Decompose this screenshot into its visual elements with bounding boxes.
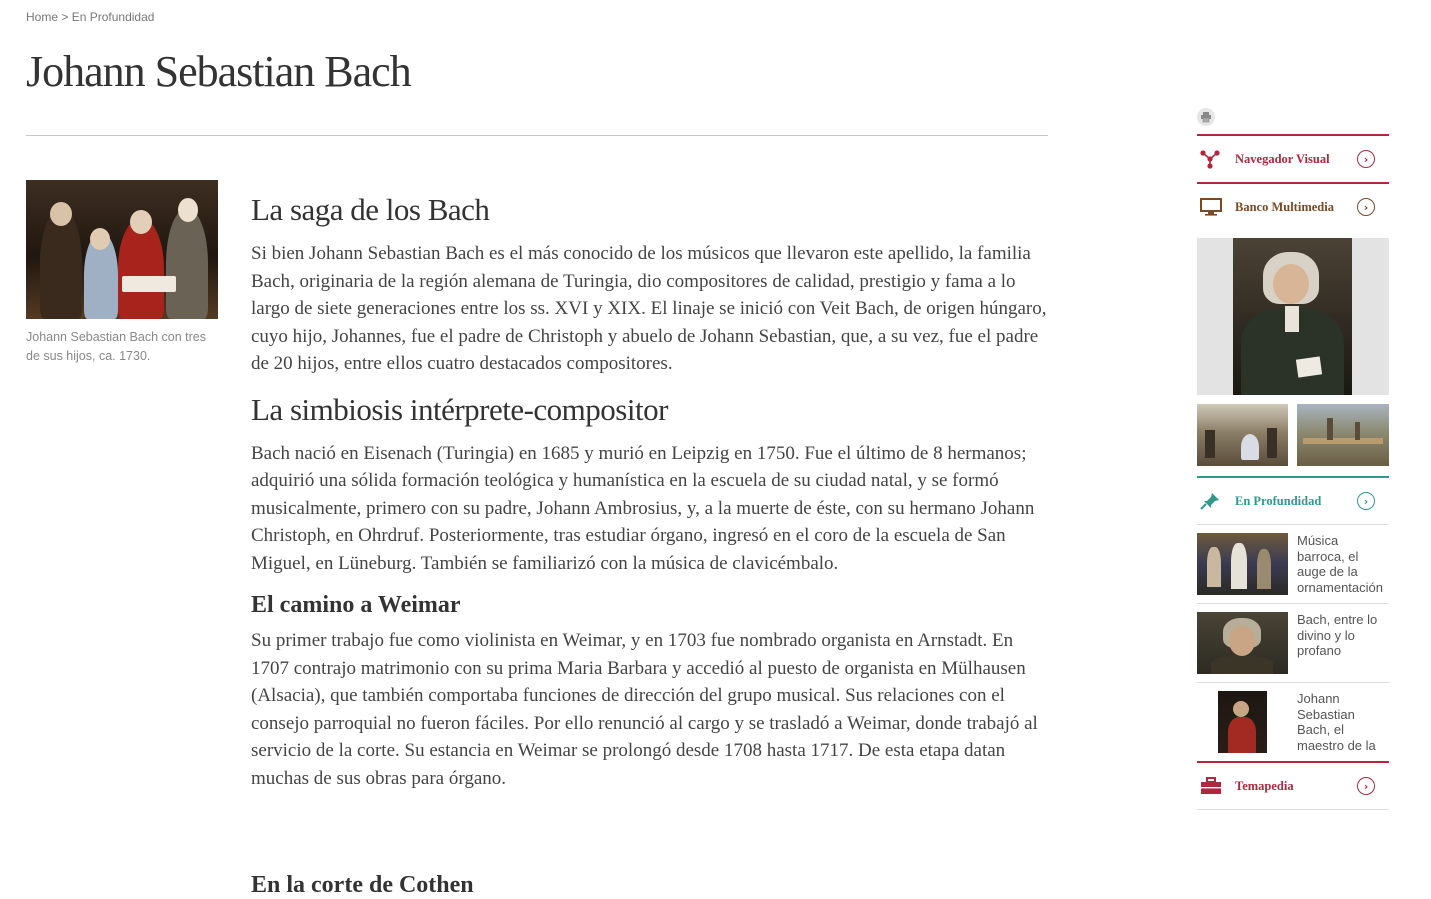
breadcrumb-home-link[interactable]: Home [26,10,59,24]
sidebar-divider [1197,809,1389,810]
breadcrumb-separator: > [61,10,69,24]
en-profundidad-label: En Profundidad [1235,493,1322,508]
print-button[interactable] [1197,108,1215,126]
related-item-title: Bach, entre lo divino y lo profano [1297,612,1378,659]
navegador-visual-link[interactable] [1197,134,1389,182]
related-item[interactable] [1197,603,1389,682]
section-heading-weimar: El camino a Weimar [251,592,461,618]
briefcase-icon [1199,774,1227,798]
article-figure [26,180,218,366]
related-item-title: Música barroca, el auge de la ornamentación [1297,533,1383,595]
section-paragraph-weimar: Su primer trabajo fue como violinista en Weimar, y en 1703 fue nombrado organista en Arnstadt. En 1707 contrajo matrimonio con su prima Maria Barbara y accedió al puesto de organista en Mülhausen (Alsacia), que también comportaba funciones de dirección del grupo musical. Sus relaciones con el consejo parroquial no fueron fáciles. Por ello renunció al cargo y se trasladó a Weimar, donde trabajó al servicio de la corte. Su estancia en Weimar se prolongó desde 1708 hasta 1717. De esta etapa datan muchas de sus obras para órgano. [251,630,1038,789]
monitor-icon [1199,195,1227,219]
pushpin-icon [1199,489,1227,513]
bach-maestro-thumbnail [1197,691,1288,753]
breadcrumb-current-link[interactable]: En Profundidad [71,10,155,24]
network-nodes-icon [1199,147,1227,171]
related-item[interactable] [1197,682,1389,761]
temapedia-label: Temapedia [1235,778,1294,793]
chevron-right-icon: › [1357,492,1375,510]
en-profundidad-link[interactable] [1197,476,1389,524]
title-divider [26,135,1048,136]
city-view-thumbnail[interactable] [1297,404,1389,466]
related-item-title: Johann Sebastian Bach, el maestro de la [1297,691,1376,753]
section-paragraph-simbiosis: Bach nació en Eisenach (Turingia) en 1685 y murió en Leipzig en 1750. Fue el último de 8 hermanos; adquirió una sólida formación teológica y humanística en la escuela de su ciudad natal, y se formó musicalmente, primero con su padre, Johann Ambrosius, y, a la muerte de éste, con su hermano Johann Christoph, en Ohrdruf. Posteriormente, tras estudiar órgano, ingresó en el coro de la escuela de San Miguel, en Lüneburg. También se familiarizó con la música de clavicémbalo. [251,442,1035,574]
related-item[interactable] [1197,524,1389,603]
sidebar [1197,108,1389,810]
temapedia-link[interactable] [1197,761,1389,809]
section-heading-cothen: En la corte de Cothen [251,872,474,898]
salon-concert-thumbnail[interactable] [1197,404,1288,466]
bach-portrait-image[interactable] [1197,238,1389,395]
banco-multimedia-label: Banco Multimedia [1235,199,1334,214]
section-paragraph-saga: Si bien Johann Sebastian Bach es el más conocido de los músicos que llevaron este apellido, la familia Bach, originaria de la región alemana de Turingia, dio compositores de calidad, prestigio y fama a lo largo de siete generaciones entre los ss. XVI y XIX. El linaje se inició con Veit Bach, de origen húngaro, cuyo hijo, Johannes, fue el padre de Christoph y abuelo de Johann Sebastian, que, a su vez, fue el padre de 20 hijos, entre ellos cuatro destacados compositores. [251,243,1047,374]
bach-divino-thumbnail [1197,612,1288,674]
bach-family-painting[interactable] [26,180,218,319]
musica-barroca-thumbnail [1197,533,1288,595]
breadcrumb [26,10,154,24]
article-body [251,190,1051,804]
page-title: Johann Sebastian Bach [26,47,411,96]
section-heading-saga: La saga de los Bach [251,192,490,227]
media-thumbnails [1197,404,1389,466]
section-heading-simbiosis: La simbiosis intérprete-compositor [251,391,668,427]
navegador-visual-label: Navegador Visual [1235,151,1330,166]
figure-caption: Johann Sebastian Bach con tres de sus hijos, ca. 1730. [26,330,206,363]
chevron-right-icon: › [1357,777,1375,795]
printer-icon [1200,111,1212,123]
chevron-right-icon: › [1357,198,1375,216]
chevron-right-icon: › [1357,150,1375,168]
banco-multimedia-link[interactable] [1197,182,1389,230]
